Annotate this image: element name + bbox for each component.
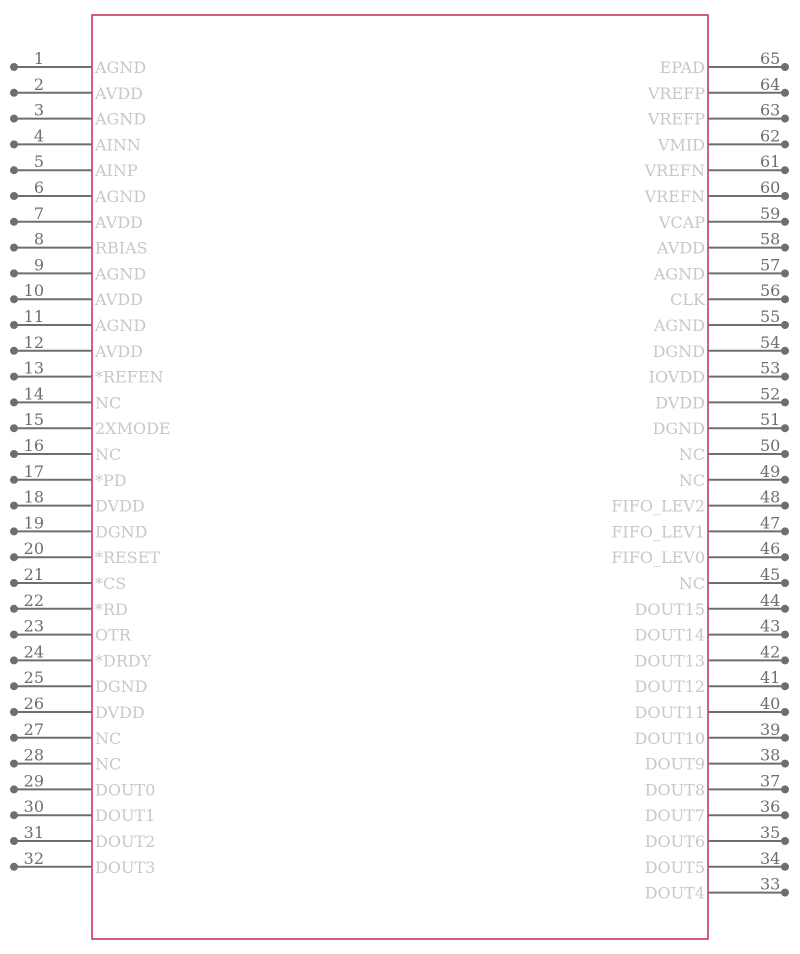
pin-number: 38 <box>760 745 781 765</box>
pin-end-dot <box>781 579 789 587</box>
pin-name: RBIAS <box>95 238 148 258</box>
pin-number: 25 <box>23 668 44 688</box>
pin-end-dot <box>10 115 18 123</box>
pin-end-dot <box>10 269 18 277</box>
pin-name: AGND <box>95 109 147 129</box>
pin-62 <box>657 126 789 154</box>
pin-end-dot <box>10 863 18 871</box>
pin-21 <box>10 565 126 593</box>
pin-name: AVDD <box>95 83 143 103</box>
pin-end-dot <box>10 682 18 690</box>
pin-number: 47 <box>760 513 781 533</box>
pin-name: DOUT15 <box>634 599 705 619</box>
pin-name: *RESET <box>95 548 161 568</box>
pin-end-dot <box>10 63 18 71</box>
pin-name: DOUT1 <box>95 806 156 826</box>
pin-number: 48 <box>760 487 781 507</box>
pin-end-dot <box>10 244 18 252</box>
pin-name: IOVDD <box>648 367 705 387</box>
pin-name: DGND <box>95 677 148 697</box>
pin-31 <box>10 823 155 851</box>
pin-23 <box>10 617 132 645</box>
pin-name: NC <box>95 754 122 774</box>
pin-name: DOUT10 <box>634 728 705 748</box>
pin-number: 11 <box>23 307 44 326</box>
pin-number: 15 <box>23 410 44 430</box>
pin-name: *CS <box>95 574 127 593</box>
pin-number: 8 <box>33 229 44 249</box>
pin-name: DOUT7 <box>644 806 705 826</box>
pin-name: AGND <box>95 316 147 335</box>
pin-end-dot <box>10 708 18 716</box>
pin-name: AVDD <box>95 290 143 310</box>
pin-end-dot <box>10 527 18 535</box>
pin-53 <box>649 359 789 387</box>
pin-50 <box>679 436 789 464</box>
pin-name: VMID <box>657 135 705 155</box>
pin-29 <box>10 771 155 799</box>
pin-number: 54 <box>760 332 781 352</box>
pin-end-dot <box>10 553 18 561</box>
pin-16 <box>10 436 121 464</box>
pin-name: DGND <box>652 341 705 361</box>
pin-end-dot <box>781 63 789 71</box>
pin-name: EPAD <box>659 58 705 77</box>
pin-name: FIFO_LEV1 <box>611 522 705 542</box>
pin-13 <box>10 359 164 387</box>
pin-46 <box>611 539 789 567</box>
pin-end-dot <box>781 682 789 690</box>
pin-59 <box>658 204 789 232</box>
pin-name: *PD <box>95 470 127 490</box>
pin-end-dot <box>10 424 18 432</box>
pin-number: 19 <box>23 513 44 533</box>
pin-54 <box>653 333 789 361</box>
pin-end-dot <box>10 140 18 148</box>
pin-number: 59 <box>760 203 781 223</box>
pin-number: 57 <box>760 255 781 275</box>
pin-end-dot <box>781 837 789 845</box>
pin-number: 16 <box>23 436 44 455</box>
pin-end-dot <box>781 605 789 613</box>
pin-number: 43 <box>760 616 781 636</box>
pin-end-dot <box>10 218 18 226</box>
pin-end-dot <box>781 734 789 742</box>
pin-number: 42 <box>760 642 781 662</box>
pin-end-dot <box>10 605 18 613</box>
pin-name: AGND <box>653 316 705 335</box>
pin-name: DOUT3 <box>95 857 156 877</box>
pin-end-dot <box>781 373 789 381</box>
pin-name: NC <box>95 728 122 748</box>
pin-name: AGND <box>653 264 705 284</box>
pin-22 <box>10 591 128 619</box>
pin-number: 23 <box>23 616 44 636</box>
pin-number: 51 <box>760 410 781 430</box>
pin-65 <box>660 49 789 77</box>
pin-name: *RD <box>95 599 128 619</box>
pin-20 <box>10 539 160 567</box>
pin-name: DGND <box>95 522 148 542</box>
pin-name: DOUT4 <box>644 883 705 903</box>
pin-end-dot <box>10 398 18 406</box>
pin-number: 30 <box>23 797 44 817</box>
pin-48 <box>611 488 789 516</box>
pin-27 <box>10 720 121 748</box>
right-pin-column <box>611 49 789 903</box>
ic-body-outline <box>92 15 708 939</box>
pin-number: 55 <box>760 307 781 326</box>
pin-number: 37 <box>760 771 781 791</box>
pin-9 <box>10 255 146 283</box>
pin-end-dot <box>781 760 789 768</box>
pin-17 <box>10 462 127 490</box>
pin-end-dot <box>781 424 789 432</box>
pin-end-dot <box>781 785 789 793</box>
pin-end-dot <box>10 192 18 200</box>
pin-number: 45 <box>760 565 781 584</box>
pin-26 <box>10 694 145 722</box>
pin-end-dot <box>781 502 789 510</box>
pin-number: 61 <box>760 152 781 172</box>
pin-name: NC <box>95 445 122 464</box>
pin-number: 33 <box>760 874 781 894</box>
pin-end-dot <box>781 192 789 200</box>
pin-1 <box>10 49 146 77</box>
pin-number: 50 <box>760 436 781 455</box>
pin-name: DVDD <box>95 703 145 722</box>
pin-name: DOUT11 <box>634 703 705 722</box>
pin-end-dot <box>781 321 789 329</box>
pin-end-dot <box>10 579 18 587</box>
pin-number: 17 <box>23 461 44 481</box>
pin-41 <box>635 668 789 696</box>
pin-end-dot <box>10 631 18 639</box>
pin-number: 7 <box>33 203 44 223</box>
pin-end-dot <box>781 527 789 535</box>
pin-number: 40 <box>760 694 781 713</box>
pin-name: DOUT14 <box>634 625 705 645</box>
pin-name: *DRDY <box>95 651 152 671</box>
pin-name: AGND <box>95 187 147 206</box>
pin-40 <box>635 694 789 722</box>
pin-number: 14 <box>23 384 44 404</box>
pin-name: VREFP <box>647 109 705 129</box>
pin-number: 49 <box>760 461 781 481</box>
pin-name: AINP <box>95 161 138 181</box>
pin-end-dot <box>781 140 789 148</box>
pin-number: 3 <box>33 100 44 120</box>
pin-11 <box>10 307 146 335</box>
pin-end-dot <box>781 398 789 406</box>
pin-name: *REFEN <box>95 367 164 387</box>
pin-number: 18 <box>23 487 44 507</box>
pin-63 <box>647 101 789 129</box>
pin-19 <box>10 513 147 541</box>
pin-end-dot <box>781 115 789 123</box>
pin-end-dot <box>10 837 18 845</box>
pin-name: DOUT5 <box>644 857 705 877</box>
pin-name: AVDD <box>95 212 143 232</box>
pin-end-dot <box>10 89 18 97</box>
pin-number: 22 <box>23 590 44 610</box>
pin-58 <box>656 230 789 258</box>
pin-name: DOUT13 <box>634 651 705 671</box>
pin-end-dot <box>781 295 789 303</box>
pin-42 <box>635 642 789 670</box>
pin-end-dot <box>10 785 18 793</box>
pin-name: DOUT0 <box>95 780 156 800</box>
pin-10 <box>10 281 143 309</box>
pin-end-dot <box>781 553 789 561</box>
pin-number: 28 <box>23 745 44 765</box>
pin-6 <box>10 178 146 206</box>
left-pin-column <box>10 49 171 877</box>
pin-end-dot <box>10 760 18 768</box>
pin-number: 5 <box>33 152 44 172</box>
pin-name: DVDD <box>95 496 145 516</box>
pin-end-dot <box>781 476 789 484</box>
pin-60 <box>644 178 789 206</box>
pin-end-dot <box>781 89 789 97</box>
pin-name: VREFN <box>644 161 705 181</box>
pin-7 <box>10 204 143 232</box>
pin-name: DOUT2 <box>95 832 156 851</box>
pin-name: 2XMODE <box>95 419 171 439</box>
pin-end-dot <box>781 889 789 897</box>
pin-45 <box>679 565 789 593</box>
pin-4 <box>10 126 141 154</box>
pin-end-dot <box>10 347 18 355</box>
pin-end-dot <box>10 811 18 819</box>
pin-number: 1 <box>33 49 44 68</box>
pin-end-dot <box>781 656 789 664</box>
pin-end-dot <box>10 321 18 329</box>
pin-name: NC <box>678 574 705 593</box>
pin-end-dot <box>781 347 789 355</box>
pin-number: 44 <box>760 590 781 610</box>
pin-number: 10 <box>23 281 44 301</box>
pin-33 <box>645 875 789 903</box>
pin-name: OTR <box>95 625 131 645</box>
pin-15 <box>10 410 171 438</box>
pin-end-dot <box>10 656 18 664</box>
pin-number: 63 <box>760 100 781 120</box>
pin-3 <box>10 101 146 129</box>
pin-47 <box>611 513 789 541</box>
pin-name: DOUT12 <box>634 677 705 697</box>
pin-name: NC <box>95 393 122 413</box>
pin-name: AGND <box>95 264 147 284</box>
pin-number: 29 <box>23 771 44 791</box>
pin-51 <box>653 410 789 438</box>
pin-name: DVDD <box>655 393 705 413</box>
pin-14 <box>10 384 121 412</box>
pin-end-dot <box>781 631 789 639</box>
pin-34 <box>645 849 789 877</box>
pin-57 <box>653 255 789 283</box>
pin-37 <box>645 771 789 799</box>
pin-name: DOUT9 <box>644 754 705 774</box>
pin-52 <box>655 384 789 412</box>
pin-number: 46 <box>760 539 781 559</box>
pin-35 <box>645 823 789 851</box>
pin-36 <box>645 797 789 825</box>
pin-number: 56 <box>760 281 781 301</box>
pin-61 <box>644 152 789 180</box>
pin-name: AINN <box>95 135 141 155</box>
pin-end-dot <box>10 734 18 742</box>
pin-38 <box>645 746 789 774</box>
pin-2 <box>10 75 143 103</box>
pin-8 <box>10 230 148 258</box>
pin-name: VREFN <box>644 187 705 206</box>
pin-number: 26 <box>23 694 44 713</box>
pin-name: VREFP <box>647 83 705 103</box>
pin-number: 21 <box>23 565 44 584</box>
pin-name: NC <box>678 470 705 490</box>
pin-end-dot <box>781 166 789 174</box>
pin-end-dot <box>781 450 789 458</box>
pin-39 <box>635 720 789 748</box>
pin-43 <box>635 617 789 645</box>
pin-12 <box>10 333 143 361</box>
pin-44 <box>635 591 789 619</box>
pin-28 <box>10 746 121 774</box>
pin-number: 35 <box>760 823 781 842</box>
pin-32 <box>10 849 155 877</box>
pin-name: AVDD <box>95 341 143 361</box>
pin-name: VCAP <box>658 212 705 232</box>
pin-25 <box>10 668 147 696</box>
pin-number: 13 <box>23 358 44 378</box>
pin-number: 34 <box>760 848 781 868</box>
pin-number: 39 <box>760 719 781 739</box>
pin-end-dot <box>10 502 18 510</box>
pin-name: DOUT6 <box>644 832 705 851</box>
pin-name: AGND <box>95 58 147 77</box>
pin-name: CLK <box>670 290 705 310</box>
pin-number: 6 <box>33 178 44 197</box>
pin-end-dot <box>781 708 789 716</box>
pin-64 <box>647 75 789 103</box>
pin-number: 65 <box>760 49 781 68</box>
pin-name: FIFO_LEV2 <box>611 496 705 516</box>
pin-56 <box>670 281 789 309</box>
pin-number: 60 <box>760 178 781 197</box>
pin-18 <box>10 488 145 516</box>
pin-name: FIFO_LEV0 <box>611 548 705 568</box>
pin-end-dot <box>10 166 18 174</box>
pin-number: 58 <box>760 229 781 249</box>
pin-5 <box>10 152 138 180</box>
pin-end-dot <box>781 218 789 226</box>
pin-end-dot <box>10 450 18 458</box>
pin-number: 24 <box>23 642 44 662</box>
pin-name: AVDD <box>657 238 705 258</box>
pin-55 <box>653 307 789 335</box>
pin-number: 41 <box>760 668 781 688</box>
pin-number: 20 <box>23 539 44 559</box>
pin-number: 9 <box>33 255 44 275</box>
pin-end-dot <box>781 811 789 819</box>
pin-end-dot <box>10 476 18 484</box>
pin-number: 27 <box>23 719 44 739</box>
pin-24 <box>10 642 152 670</box>
pin-name: DGND <box>652 419 705 439</box>
pin-end-dot <box>781 244 789 252</box>
pin-name: DOUT8 <box>644 780 705 800</box>
pin-end-dot <box>781 269 789 277</box>
pin-end-dot <box>781 863 789 871</box>
pin-number: 2 <box>33 74 44 94</box>
pin-number: 32 <box>23 848 44 868</box>
pin-number: 4 <box>33 126 44 146</box>
pin-name: NC <box>678 445 705 464</box>
pin-number: 64 <box>760 74 781 94</box>
pin-end-dot <box>10 295 18 303</box>
pin-number: 62 <box>760 126 781 146</box>
pin-number: 12 <box>23 332 44 352</box>
pin-number: 31 <box>23 823 44 842</box>
pin-number: 36 <box>760 797 781 817</box>
pin-30 <box>10 797 155 825</box>
pin-number: 53 <box>760 358 781 378</box>
pin-end-dot <box>10 373 18 381</box>
pin-49 <box>679 462 789 490</box>
pin-number: 52 <box>760 384 781 404</box>
